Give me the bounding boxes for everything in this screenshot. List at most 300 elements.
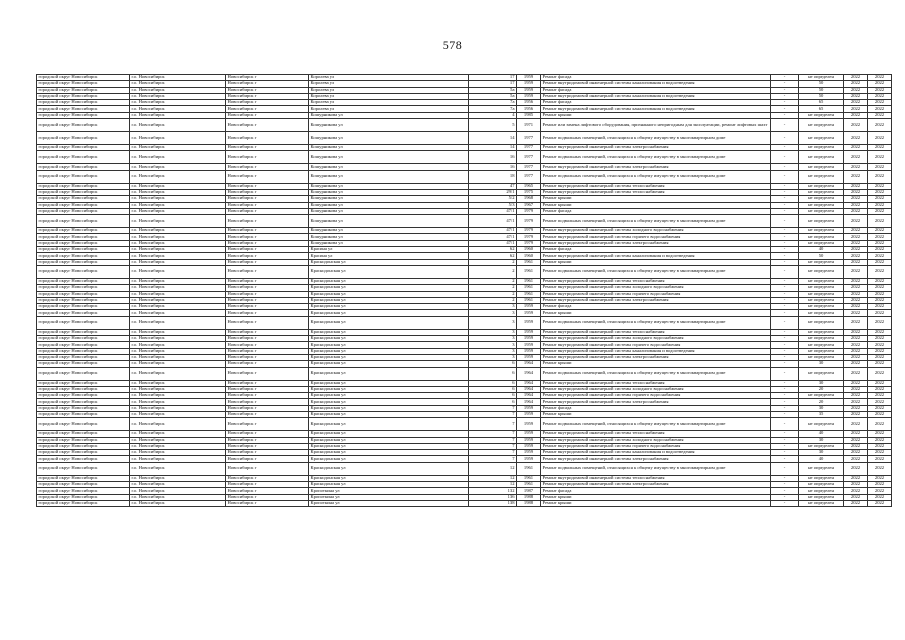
house-number-cell: 138 xyxy=(469,500,517,506)
build-year-cell: 1959 xyxy=(517,336,541,342)
build-year-cell: 1959 xyxy=(517,304,541,310)
end-year-cell: 2022 xyxy=(868,189,892,195)
cost-cell: 30 xyxy=(799,361,844,367)
start-year-cell: 2022 xyxy=(844,164,868,170)
work-type-cell: Ремонт крыши xyxy=(541,202,771,208)
build-year-cell: 1961 xyxy=(517,291,541,297)
dash-cell: - xyxy=(771,316,799,329)
settlement-cell: г.о. Новосибирск xyxy=(130,456,226,462)
work-type-cell: Ремонт крыши xyxy=(541,494,771,500)
dash-cell: - xyxy=(771,462,799,475)
start-year-cell: 2022 xyxy=(844,488,868,494)
work-type-cell: Ремонт внутридомовой инженерной системы теплоснабжения xyxy=(541,431,771,437)
start-year-cell: 2022 xyxy=(844,475,868,481)
house-number-cell: 7 xyxy=(469,456,517,462)
build-year-cell: 1959 xyxy=(517,329,541,335)
street-cell: Краснодонская ул xyxy=(309,336,469,342)
street-cell: Краснодонская ул xyxy=(309,278,469,284)
house-number-cell: 47/1 xyxy=(469,215,517,228)
work-type-cell: Ремонт внутридомовой инженерной системы холодного водоснабжения xyxy=(541,285,771,291)
street-cell: Кошурникова ул xyxy=(309,119,469,132)
house-number-cell: 6 xyxy=(469,399,517,405)
municipality-cell: городской округ Новосибирск xyxy=(37,399,130,405)
house-number-cell: 18 xyxy=(469,170,517,183)
house-number-cell: 47/1 xyxy=(469,240,517,246)
municipality-cell: городской округ Новосибирск xyxy=(37,164,130,170)
start-year-cell: 2022 xyxy=(844,348,868,354)
start-year-cell: 2022 xyxy=(844,106,868,112)
street-cell: Краснодонская ул xyxy=(309,329,469,335)
house-number-cell: 6 xyxy=(469,380,517,386)
street-cell: Красина ул xyxy=(309,253,469,259)
municipality-cell: городской округ Новосибирск xyxy=(37,265,130,278)
municipality-cell: городской округ Новосибирск xyxy=(37,240,130,246)
start-year-cell: 2022 xyxy=(844,189,868,195)
dash-cell: - xyxy=(771,291,799,297)
house-number-cell: 16 xyxy=(469,164,517,170)
municipality-cell: городской округ Новосибирск xyxy=(37,475,130,481)
build-year-cell: 1968 xyxy=(517,196,541,202)
municipality-cell: городской округ Новосибирск xyxy=(37,418,130,431)
work-type-cell: Ремонт фасада xyxy=(541,488,771,494)
street-cell: Краснодонская ул xyxy=(309,342,469,348)
settlement-cell: г.о. Новосибирск xyxy=(130,202,226,208)
municipality-cell: городской округ Новосибирск xyxy=(37,93,130,99)
house-number-cell: 12 xyxy=(469,475,517,481)
end-year-cell: 2022 xyxy=(868,183,892,189)
house-number-cell: 12 xyxy=(469,482,517,488)
work-type-cell: Ремонт внутридомовой инженерной системы электроснабжения xyxy=(541,297,771,303)
cost-cell: 30 xyxy=(799,380,844,386)
end-year-cell: 2022 xyxy=(868,196,892,202)
build-year-cell: 1960 xyxy=(517,253,541,259)
build-year-cell: 1959 xyxy=(517,405,541,411)
page-number: 578 xyxy=(442,38,463,52)
locality-cell: Новосибирск г xyxy=(226,208,309,214)
dash-cell: - xyxy=(771,259,799,265)
start-year-cell: 2022 xyxy=(844,310,868,316)
end-year-cell: 2022 xyxy=(868,119,892,132)
house-number-cell: 47 xyxy=(469,183,517,189)
municipality-cell: городской округ Новосибирск xyxy=(37,297,130,303)
cost-cell: 30 xyxy=(799,437,844,443)
street-cell: Краснодонская ул xyxy=(309,450,469,456)
start-year-cell: 2022 xyxy=(844,399,868,405)
street-cell: Кошурникова ул xyxy=(309,215,469,228)
start-year-cell: 2022 xyxy=(844,119,868,132)
street-cell: Кропоткина ул xyxy=(309,500,469,506)
street-cell: Краснодонская ул xyxy=(309,431,469,437)
dash-cell: - xyxy=(771,488,799,494)
start-year-cell: 2022 xyxy=(844,380,868,386)
end-year-cell: 2022 xyxy=(868,259,892,265)
house-number-cell: 5а xyxy=(469,87,517,93)
end-year-cell: 2022 xyxy=(868,81,892,87)
work-type-cell: Ремонт внутридомовой инженерной системы электроснабжения xyxy=(541,399,771,405)
dash-cell: - xyxy=(771,431,799,437)
end-year-cell: 2022 xyxy=(868,500,892,506)
start-year-cell: 2022 xyxy=(844,87,868,93)
settlement-cell: г.о. Новосибирск xyxy=(130,164,226,170)
work-type-cell: Ремонт подвальных помещений, относящихся к общему имуществу в многоквартирном доме xyxy=(541,170,771,183)
start-year-cell: 2022 xyxy=(844,437,868,443)
street-cell: Краснодонская ул xyxy=(309,354,469,360)
cost-cell: не определен xyxy=(799,418,844,431)
build-year-cell: 1965 xyxy=(517,183,541,189)
municipality-cell: городской округ Новосибирск xyxy=(37,329,130,335)
municipality-cell: городской округ Новосибирск xyxy=(37,405,130,411)
cost-cell: не определен xyxy=(799,367,844,380)
end-year-cell: 2022 xyxy=(868,75,892,81)
end-year-cell: 2022 xyxy=(868,348,892,354)
locality-cell: Новосибирск г xyxy=(226,329,309,335)
build-year-cell: 1959 xyxy=(517,342,541,348)
dash-cell: - xyxy=(771,494,799,500)
settlement-cell: г.о. Новосибирск xyxy=(130,189,226,195)
end-year-cell: 2022 xyxy=(868,228,892,234)
build-year-cell: 1964 xyxy=(517,361,541,367)
end-year-cell: 2022 xyxy=(868,437,892,443)
locality-cell: Новосибирск г xyxy=(226,119,309,132)
settlement-cell: г.о. Новосибирск xyxy=(130,361,226,367)
locality-cell: Новосибирск г xyxy=(226,367,309,380)
street-cell: Кошурникова ул xyxy=(309,183,469,189)
locality-cell: Новосибирск г xyxy=(226,431,309,437)
start-year-cell: 2022 xyxy=(844,151,868,164)
settlement-cell: г.о. Новосибирск xyxy=(130,443,226,449)
work-type-cell: Ремонт внутридомовой инженерной системы горячего водоснабжения xyxy=(541,443,771,449)
municipality-cell: городской округ Новосибирск xyxy=(37,348,130,354)
dash-cell: - xyxy=(771,342,799,348)
settlement-cell: г.о. Новосибирск xyxy=(130,304,226,310)
locality-cell: Новосибирск г xyxy=(226,494,309,500)
house-number-cell: 5/3 xyxy=(469,202,517,208)
dash-cell: - xyxy=(771,119,799,132)
work-type-cell: Ремонт подвальных помещений, относящихся к общему имуществу в многоквартирном доме xyxy=(541,367,771,380)
street-cell: Краснодонская ул xyxy=(309,405,469,411)
street-cell: Краснодонская ул xyxy=(309,380,469,386)
cost-cell: не определен xyxy=(799,189,844,195)
settlement-cell: г.о. Новосибирск xyxy=(130,259,226,265)
cost-cell: 30 xyxy=(799,450,844,456)
cost-cell: не определен xyxy=(799,316,844,329)
settlement-cell: г.о. Новосибирск xyxy=(130,265,226,278)
work-type-cell: Ремонт подвальных помещений, относящихся к общему имуществу в многоквартирном доме xyxy=(541,132,771,145)
settlement-cell: г.о. Новосибирск xyxy=(130,132,226,145)
municipality-cell: городской округ Новосибирск xyxy=(37,291,130,297)
street-cell: Кошурникова ул xyxy=(309,112,469,118)
cost-cell: не определен xyxy=(799,329,844,335)
end-year-cell: 2022 xyxy=(868,215,892,228)
build-year-cell: 1964 xyxy=(517,380,541,386)
cost-cell: не определен xyxy=(799,202,844,208)
house-number-cell: 17 xyxy=(469,75,517,81)
municipality-cell: городской округ Новосибирск xyxy=(37,234,130,240)
locality-cell: Новосибирск г xyxy=(226,132,309,145)
locality-cell: Новосибирск г xyxy=(226,411,309,417)
cost-cell: не определен xyxy=(799,259,844,265)
locality-cell: Новосибирск г xyxy=(226,112,309,118)
municipality-cell: городской округ Новосибирск xyxy=(37,494,130,500)
street-cell: Краснодонская ул xyxy=(309,437,469,443)
work-type-cell: Ремонт внутридомовой инженерной системы теплоснабжения xyxy=(541,189,771,195)
dash-cell: - xyxy=(771,393,799,399)
settlement-cell: г.о. Новосибирск xyxy=(130,475,226,481)
dash-cell: - xyxy=(771,399,799,405)
build-year-cell: 1964 xyxy=(517,393,541,399)
house-number-cell: 6 xyxy=(469,361,517,367)
street-cell: Краснодонская ул xyxy=(309,367,469,380)
cost-cell: не определен xyxy=(799,75,844,81)
settlement-cell: г.о. Новосибирск xyxy=(130,208,226,214)
locality-cell: Новосибирск г xyxy=(226,418,309,431)
work-type-cell: Ремонт внутридомовой инженерной системы горячего водоснабжения xyxy=(541,342,771,348)
municipality-cell: городской округ Новосибирск xyxy=(37,462,130,475)
build-year-cell: 1959 xyxy=(517,348,541,354)
locality-cell: Новосибирск г xyxy=(226,500,309,506)
street-cell: Краснодонская ул xyxy=(309,316,469,329)
end-year-cell: 2022 xyxy=(868,494,892,500)
settlement-cell: г.о. Новосибирск xyxy=(130,411,226,417)
work-type-cell: Ремонт внутридомовой инженерной системы теплоснабжения xyxy=(541,475,771,481)
build-year-cell: 1977 xyxy=(517,151,541,164)
cost-cell: не определен xyxy=(799,488,844,494)
end-year-cell: 2022 xyxy=(868,418,892,431)
street-cell: Королева ул xyxy=(309,75,469,81)
cost-cell: 50 xyxy=(799,93,844,99)
dash-cell: - xyxy=(771,132,799,145)
end-year-cell: 2022 xyxy=(868,482,892,488)
build-year-cell: 1967 xyxy=(517,202,541,208)
locality-cell: Новосибирск г xyxy=(226,482,309,488)
start-year-cell: 2022 xyxy=(844,431,868,437)
house-number-cell: 5а xyxy=(469,93,517,99)
build-year-cell: 1988 xyxy=(517,494,541,500)
settlement-cell: г.о. Новосибирск xyxy=(130,418,226,431)
settlement-cell: г.о. Новосибирск xyxy=(130,119,226,132)
start-year-cell: 2022 xyxy=(844,265,868,278)
dash-cell: - xyxy=(771,475,799,481)
table-row xyxy=(37,462,892,475)
dash-cell: - xyxy=(771,310,799,316)
settlement-cell: г.о. Новосибирск xyxy=(130,437,226,443)
dash-cell: - xyxy=(771,336,799,342)
table-body xyxy=(37,75,892,507)
build-year-cell: 1979 xyxy=(517,240,541,246)
cost-cell: не определен xyxy=(799,132,844,145)
cost-cell: 65 xyxy=(799,106,844,112)
street-cell: Кошурникова ул xyxy=(309,202,469,208)
locality-cell: Новосибирск г xyxy=(226,456,309,462)
build-year-cell: 1961 xyxy=(517,278,541,284)
dash-cell: - xyxy=(771,348,799,354)
start-year-cell: 2022 xyxy=(844,234,868,240)
settlement-cell: г.о. Новосибирск xyxy=(130,488,226,494)
dash-cell: - xyxy=(771,482,799,488)
house-number-cell: 5/2 xyxy=(469,196,517,202)
start-year-cell: 2022 xyxy=(844,208,868,214)
dash-cell: - xyxy=(771,443,799,449)
cost-cell: не определен xyxy=(799,183,844,189)
cost-cell: не определен xyxy=(799,462,844,475)
street-cell: Краснодонская ул xyxy=(309,265,469,278)
locality-cell: Новосибирск г xyxy=(226,253,309,259)
municipality-cell: городской округ Новосибирск xyxy=(37,119,130,132)
work-type-cell: Ремонт крыши xyxy=(541,259,771,265)
settlement-cell: г.о. Новосибирск xyxy=(130,93,226,99)
street-cell: Королева ул xyxy=(309,93,469,99)
start-year-cell: 2022 xyxy=(844,450,868,456)
municipality-cell: городской округ Новосибирск xyxy=(37,81,130,87)
settlement-cell: г.о. Новосибирск xyxy=(130,405,226,411)
settlement-cell: г.о. Новосибирск xyxy=(130,386,226,392)
cost-cell: не определен xyxy=(799,145,844,151)
table-row xyxy=(37,215,892,228)
house-number-cell: 2 xyxy=(469,291,517,297)
settlement-cell: г.о. Новосибирск xyxy=(130,285,226,291)
table-row xyxy=(37,132,892,145)
house-number-cell: 3 xyxy=(469,310,517,316)
street-cell: Кошурникова ул xyxy=(309,145,469,151)
municipality-cell: городской округ Новосибирск xyxy=(37,285,130,291)
settlement-cell: г.о. Новосибирск xyxy=(130,431,226,437)
municipality-cell: городской округ Новосибирск xyxy=(37,259,130,265)
house-number-cell: 132 xyxy=(469,488,517,494)
house-number-cell: 12 xyxy=(469,462,517,475)
table-row xyxy=(37,367,892,380)
work-type-cell: Ремонт крыши xyxy=(541,112,771,118)
dash-cell: - xyxy=(771,450,799,456)
municipality-cell: городской округ Новосибирск xyxy=(37,253,130,259)
locality-cell: Новосибирск г xyxy=(226,475,309,481)
settlement-cell: г.о. Новосибирск xyxy=(130,183,226,189)
start-year-cell: 2022 xyxy=(844,297,868,303)
street-cell: Кошурникова ул xyxy=(309,228,469,234)
dash-cell: - xyxy=(771,253,799,259)
street-cell: Кошурникова ул xyxy=(309,151,469,164)
build-year-cell: 1959 xyxy=(517,450,541,456)
dash-cell: - xyxy=(771,367,799,380)
work-type-cell: Ремонт крыши xyxy=(541,196,771,202)
cost-cell: 35 xyxy=(799,411,844,417)
start-year-cell: 2022 xyxy=(844,354,868,360)
end-year-cell: 2022 xyxy=(868,87,892,93)
dash-cell: - xyxy=(771,75,799,81)
build-year-cell: 1956 xyxy=(517,100,541,106)
locality-cell: Новосибирск г xyxy=(226,240,309,246)
street-cell: Краснодонская ул xyxy=(309,399,469,405)
street-cell: Красина ул xyxy=(309,247,469,253)
municipality-cell: городской округ Новосибирск xyxy=(37,151,130,164)
work-type-cell: Ремонт внутридомовой инженерной системы холодного водоснабжения xyxy=(541,386,771,392)
work-type-cell: Ремонт внутридомовой инженерной системы канализования и водоотведения xyxy=(541,93,771,99)
start-year-cell: 2022 xyxy=(844,342,868,348)
locality-cell: Новосибирск г xyxy=(226,106,309,112)
work-type-cell: Ремонт внутридомовой инженерной системы электроснабжения xyxy=(541,240,771,246)
start-year-cell: 2022 xyxy=(844,361,868,367)
start-year-cell: 2022 xyxy=(844,81,868,87)
locality-cell: Новосибирск г xyxy=(226,304,309,310)
locality-cell: Новосибирск г xyxy=(226,234,309,240)
end-year-cell: 2022 xyxy=(868,145,892,151)
table-row xyxy=(37,119,892,132)
house-number-cell: 5 xyxy=(469,119,517,132)
house-number-cell: 62 xyxy=(469,247,517,253)
locality-cell: Новосибирск г xyxy=(226,196,309,202)
build-year-cell: 1964 xyxy=(517,399,541,405)
dash-cell: - xyxy=(771,196,799,202)
build-year-cell: 1977 xyxy=(517,164,541,170)
build-year-cell: 1959 xyxy=(517,87,541,93)
house-number-cell: 7 xyxy=(469,418,517,431)
work-type-cell: Ремонт подвальных помещений, относящихся к общему имуществу в многоквартирном доме xyxy=(541,316,771,329)
dash-cell: - xyxy=(771,500,799,506)
house-number-cell: 29/1 xyxy=(469,189,517,195)
start-year-cell: 2022 xyxy=(844,393,868,399)
locality-cell: Новосибирск г xyxy=(226,93,309,99)
work-type-cell: Ремонт крыши xyxy=(541,411,771,417)
start-year-cell: 2022 xyxy=(844,240,868,246)
settlement-cell: г.о. Новосибирск xyxy=(130,291,226,297)
settlement-cell: г.о. Новосибирск xyxy=(130,145,226,151)
house-number-cell: 6 xyxy=(469,393,517,399)
street-cell: Кошурникова ул xyxy=(309,170,469,183)
dash-cell: - xyxy=(771,361,799,367)
settlement-cell: г.о. Новосибирск xyxy=(130,81,226,87)
build-year-cell: 1977 xyxy=(517,132,541,145)
municipality-cell: городской округ Новосибирск xyxy=(37,106,130,112)
cost-cell: не определен xyxy=(799,196,844,202)
dash-cell: - xyxy=(771,106,799,112)
settlement-cell: г.о. Новосибирск xyxy=(130,240,226,246)
start-year-cell: 2022 xyxy=(844,183,868,189)
start-year-cell: 2022 xyxy=(844,411,868,417)
locality-cell: Новосибирск г xyxy=(226,443,309,449)
start-year-cell: 2022 xyxy=(844,253,868,259)
work-type-cell: Ремонт фасада xyxy=(541,75,771,81)
cost-cell: не определен xyxy=(799,336,844,342)
end-year-cell: 2022 xyxy=(868,367,892,380)
street-cell: Кропоткина ул xyxy=(309,488,469,494)
house-number-cell: 3 xyxy=(469,316,517,329)
start-year-cell: 2022 xyxy=(844,170,868,183)
build-year-cell: 1959 xyxy=(517,93,541,99)
locality-cell: Новосибирск г xyxy=(226,297,309,303)
build-year-cell: 1959 xyxy=(517,431,541,437)
build-year-cell: 1977 xyxy=(517,170,541,183)
street-cell: Кошурникова ул xyxy=(309,234,469,240)
end-year-cell: 2022 xyxy=(868,112,892,118)
house-number-cell: 16 xyxy=(469,151,517,164)
start-year-cell: 2022 xyxy=(844,500,868,506)
street-cell: Краснодонская ул xyxy=(309,361,469,367)
settlement-cell: г.о. Новосибирск xyxy=(130,196,226,202)
street-cell: Краснодонская ул xyxy=(309,411,469,417)
start-year-cell: 2022 xyxy=(844,278,868,284)
street-cell: Краснодонская ул xyxy=(309,348,469,354)
locality-cell: Новосибирск г xyxy=(226,164,309,170)
municipality-cell: городской округ Новосибирск xyxy=(37,189,130,195)
build-year-cell: 1979 xyxy=(517,228,541,234)
locality-cell: Новосибирск г xyxy=(226,380,309,386)
start-year-cell: 2022 xyxy=(844,247,868,253)
settlement-cell: г.о. Новосибирск xyxy=(130,247,226,253)
dash-cell: - xyxy=(771,164,799,170)
build-year-cell: 1959 xyxy=(517,75,541,81)
cost-cell: 40 xyxy=(799,431,844,437)
work-type-cell: Ремонт внутридомовой инженерной системы канализования и водоотведения xyxy=(541,450,771,456)
build-year-cell: 1979 xyxy=(517,234,541,240)
